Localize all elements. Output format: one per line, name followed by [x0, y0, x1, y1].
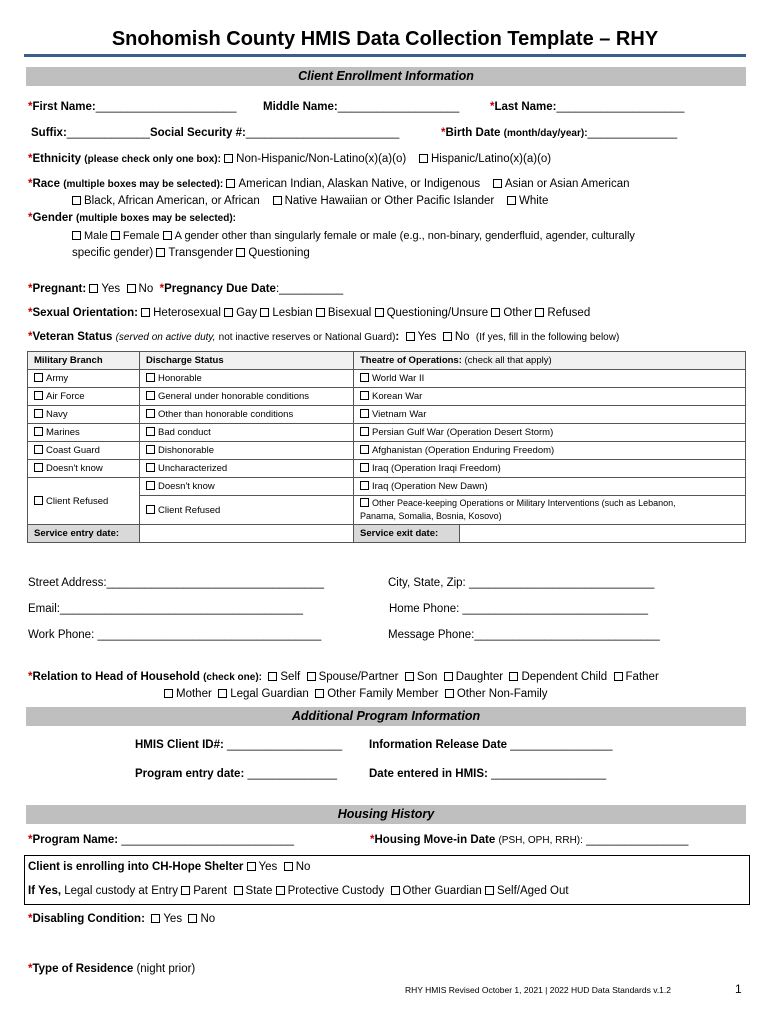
table-cell[interactable]: Other than honorable conditions [140, 406, 354, 424]
program-name-field[interactable]: *Program Name: ___________________________ [28, 834, 295, 846]
table-cell[interactable]: Iraq (Operation New Dawn) [354, 478, 746, 496]
table-cell[interactable]: Other Peace-keeping Operations or Military Interventions (such as Lebanon, Panama, Somalia, Bosnia, Kosovo) [354, 496, 746, 525]
email-field[interactable]: Email:______________________________________ [28, 603, 303, 615]
table-cell[interactable]: Uncharacterized [140, 460, 354, 478]
veteran-row: *Veteran Status (served on active duty, not inactive reserves or National Guard): Yes No (If yes, fill in the following below) [28, 331, 620, 343]
checkbox[interactable] [509, 672, 518, 681]
table-row [28, 388, 746, 406]
checkbox[interactable] [419, 154, 428, 163]
footer-text: RHY HMIS Revised October 1, 2021 | 2022 HUD Data Standards v.1.2 [405, 985, 671, 995]
race-row: *Race (multiple boxes may be selected): American Indian, Alaskan Native, or Indigenous Asian or Asian American [28, 178, 630, 190]
military-table [27, 351, 746, 543]
checkbox[interactable] [316, 308, 325, 317]
service-exit-input[interactable] [460, 525, 746, 543]
checkbox[interactable] [236, 248, 245, 257]
page-title: Snohomish County HMIS Data Collection Template – RHY [111, 28, 659, 50]
pregnant-row: *Pregnant: Yes No *Pregnancy Due Date:__________ [28, 283, 344, 295]
checkbox[interactable] [268, 672, 277, 681]
checkbox[interactable] [72, 231, 81, 240]
checkbox[interactable] [443, 332, 452, 341]
table-header: Discharge Status [140, 352, 354, 370]
checkbox[interactable] [224, 154, 233, 163]
checkbox[interactable] [315, 689, 324, 698]
table-cell[interactable]: Client Refused [28, 478, 140, 525]
relation-row: *Relation to Head of Household (check one): Self Spouse/Partner Son Daughter Dependent Child Father [28, 671, 659, 683]
checkbox[interactable] [224, 308, 233, 317]
table-cell[interactable]: Dishonorable [140, 442, 354, 460]
table-row [28, 478, 746, 496]
table-cell[interactable]: Honorable [140, 370, 354, 388]
work-phone-field[interactable]: Work Phone: ___________________________________ [28, 629, 322, 641]
table-row [28, 424, 746, 442]
section-header-housing: Housing History [26, 805, 746, 824]
ethnicity-row: *Ethnicity (please check only one box): Non-Hispanic/Non-Latino(x)(a)(o) Hispanic/Latino(x)(a)(o) [28, 153, 552, 165]
table-cell[interactable]: World War II [354, 370, 746, 388]
gender-row-1: Male Female A gender other than singularly female or male (e.g., non-binary, genderfluid, agender, culturally [72, 230, 635, 242]
checkbox[interactable] [614, 672, 623, 681]
date-entered-field[interactable]: Date entered in HMIS: __________________ [369, 768, 607, 780]
section-header-enrollment: Client Enrollment Information [26, 67, 746, 86]
checkbox[interactable] [89, 284, 98, 293]
checkbox[interactable] [276, 886, 285, 895]
checkbox[interactable] [226, 179, 235, 188]
city-state-zip-field[interactable]: City, State, Zip: _____________________________ [388, 577, 655, 589]
birth-date-field[interactable]: *Birth Date (month/day/year):______________ [441, 127, 678, 139]
title-divider [24, 54, 746, 57]
sexual-orientation-row: *Sexual Orientation: Heterosexual Gay Lesbian Bisexual Questioning/Unsure Other Refused [28, 307, 591, 319]
table-row [28, 442, 746, 460]
table-cell[interactable]: Marines [28, 424, 140, 442]
table-cell[interactable]: Afghanistan (Operation Enduring Freedom) [354, 442, 746, 460]
table-header: Theatre of Operations: (check all that apply) [354, 352, 746, 370]
checkbox[interactable] [507, 196, 516, 205]
page-number: 1 [735, 982, 742, 996]
table-cell[interactable]: Bad conduct [140, 424, 354, 442]
checkbox[interactable] [445, 689, 454, 698]
home-phone-field[interactable]: Home Phone: _____________________________ [389, 603, 649, 615]
checkbox[interactable] [141, 308, 150, 317]
checkbox[interactable] [111, 231, 120, 240]
table-row [28, 460, 746, 478]
table-cell[interactable]: Doesn't know [28, 460, 140, 478]
checkbox[interactable] [493, 179, 502, 188]
table-cell[interactable]: Coast Guard [28, 442, 140, 460]
table-cell[interactable]: Army [28, 370, 140, 388]
release-date-field[interactable]: Information Release Date ________________ [369, 739, 613, 751]
table-cell[interactable]: Doesn't know [140, 478, 354, 496]
table-cell[interactable]: Korean War [354, 388, 746, 406]
checkbox[interactable] [405, 672, 414, 681]
last-name-field[interactable]: *Last Name:____________________ [490, 101, 685, 113]
service-exit-label: Service exit date: [354, 525, 460, 543]
street-address-field[interactable]: Street Address:__________________________________ [28, 577, 325, 589]
table-header-row [28, 352, 746, 370]
checkbox[interactable] [391, 886, 400, 895]
table-cell[interactable]: Vietnam War [354, 406, 746, 424]
table-cell[interactable]: Persian Gulf War (Operation Desert Storm) [354, 424, 746, 442]
table-cell[interactable]: Air Force [28, 388, 140, 406]
checkbox[interactable] [164, 689, 173, 698]
checkbox[interactable] [406, 332, 415, 341]
checkbox[interactable] [375, 308, 384, 317]
checkbox[interactable] [444, 672, 453, 681]
service-entry-input[interactable] [140, 525, 354, 543]
table-cell[interactable]: General under honorable conditions [140, 388, 354, 406]
custody-row: If Yes, Legal custody at Entry Parent State Protective Custody Other Guardian Self/Aged Out [28, 885, 569, 897]
table-row [28, 525, 746, 543]
checkbox[interactable] [284, 862, 293, 871]
table-row [28, 370, 746, 388]
service-entry-label: Service entry date: [28, 525, 140, 543]
checkbox[interactable] [156, 248, 165, 257]
message-phone-field[interactable]: Message Phone:_____________________________ [388, 629, 660, 641]
disabling-condition-row: *Disabling Condition: Yes No [28, 913, 216, 925]
table-cell[interactable]: Iraq (Operation Iraqi Freedom) [354, 460, 746, 478]
checkbox[interactable] [307, 672, 316, 681]
table-row [28, 406, 746, 424]
program-entry-field[interactable]: Program entry date: ______________ [135, 768, 338, 780]
gender-row-2: specific gender) Transgender Questioning [72, 247, 310, 259]
race-row-2: Black, African American, or African Native Hawaiian or Other Pacific Islander White [72, 195, 548, 207]
relation-row-2: Mother Legal Guardian Other Family Member Other Non-Family [164, 688, 548, 700]
move-in-date-field[interactable]: *Housing Move-in Date (PSH, OPH, RRH): ________________ [370, 834, 689, 846]
checkbox[interactable] [188, 914, 197, 923]
checkbox[interactable] [163, 231, 172, 240]
checkbox[interactable] [273, 196, 282, 205]
table-cell[interactable]: Navy [28, 406, 140, 424]
section-header-program: Additional Program Information [26, 707, 746, 726]
checkbox[interactable] [72, 196, 81, 205]
checkbox[interactable] [491, 308, 500, 317]
checkbox[interactable] [247, 862, 256, 871]
residence-type-row: *Type of Residence (night prior) [28, 963, 196, 975]
checkbox[interactable] [535, 308, 544, 317]
checkbox[interactable] [127, 284, 136, 293]
gender-label: *Gender (multiple boxes may be selected): [28, 212, 237, 224]
table-header: Military Branch [28, 352, 140, 370]
checkbox[interactable] [218, 689, 227, 698]
checkbox[interactable] [181, 886, 190, 895]
table-cell[interactable]: Client Refused [140, 496, 354, 525]
first-name-field[interactable]: *First Name:______________________ [28, 101, 237, 113]
ch-hope-row: Client is enrolling into CH-Hope Shelter Yes No [28, 861, 311, 873]
checkbox[interactable] [260, 308, 269, 317]
suffix-field[interactable]: Suffix:_____________Social Security #:________________________ [31, 127, 400, 139]
checkbox[interactable] [485, 886, 494, 895]
checkbox[interactable] [234, 886, 243, 895]
client-id-field[interactable]: HMIS Client ID#: __________________ [135, 739, 343, 751]
checkbox[interactable] [151, 914, 160, 923]
middle-name-field[interactable]: Middle Name:___________________ [263, 101, 460, 113]
